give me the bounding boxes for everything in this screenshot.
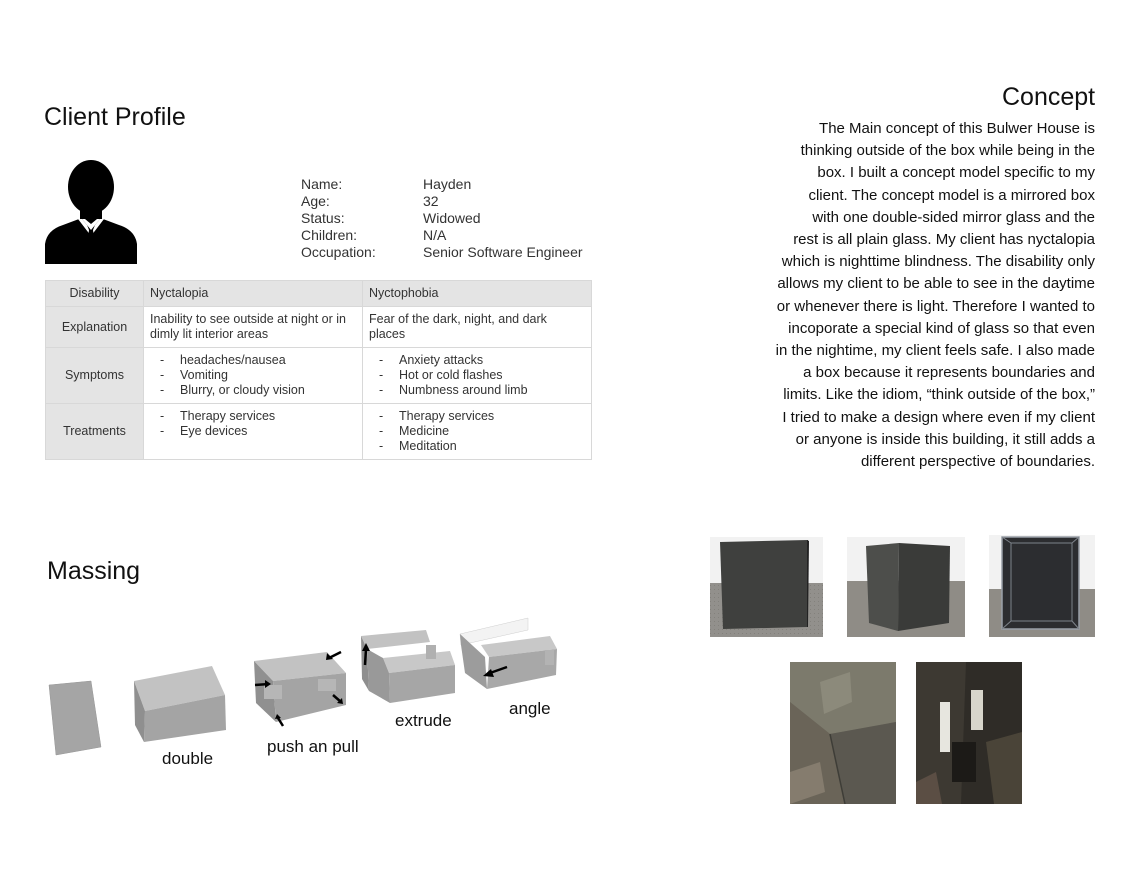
- symptom-list: [369, 353, 585, 398]
- massing-label-extrude: extrude: [395, 711, 452, 730]
- table-row-treatments: [46, 404, 592, 460]
- concept-line: The Main concept of this Bulwer House is: [819, 120, 1095, 137]
- field-value: Senior Software Engineer: [423, 244, 583, 260]
- concept-line: thinking outside of the box while being in the: [800, 142, 1095, 160]
- massing-label-double: double: [162, 749, 214, 768]
- table-cell: [363, 348, 592, 404]
- concept-line: with one double-sided mirror glass and the: [812, 208, 1095, 226]
- massing-box-single: [49, 681, 101, 755]
- massing-box-extrude: [361, 630, 455, 703]
- concept-model-photo-front: [710, 537, 823, 637]
- table-cell: Fear of the dark, night, and dark places: [363, 307, 592, 348]
- concept-line: different perspective of boundaries.: [860, 453, 1095, 471]
- profile-row-age: [301, 193, 583, 210]
- concept-line: which is nighttime blindness. The disability only: [781, 253, 1095, 271]
- field-value: N/A: [423, 227, 447, 243]
- field-label: Name:: [301, 176, 343, 192]
- table-cell: [144, 404, 363, 460]
- interior-mirror-photo-1: [790, 662, 896, 804]
- concept-line: I tried to make a design where even if my client: [782, 408, 1095, 426]
- row-header: Disability: [46, 281, 144, 307]
- profile-row-occupation: [301, 244, 583, 261]
- concept-line: incoporate a special kind of glass so that even: [788, 319, 1095, 337]
- massing-box-double: [134, 666, 226, 742]
- list-item: - Anxiety attacks: [379, 353, 585, 368]
- table-cell: Nyctalopia: [144, 281, 363, 307]
- list-item: - Therapy services: [160, 409, 356, 424]
- field-value: Widowed: [423, 210, 481, 226]
- concept-model-photo-glass: [989, 535, 1095, 637]
- field-label: Status:: [301, 210, 345, 226]
- concept-line: client. The concept model is a mirrored box: [808, 186, 1095, 204]
- row-header: Treatments: [46, 404, 144, 460]
- list-item: - Meditation: [379, 439, 585, 454]
- treatment-list: [150, 409, 356, 439]
- profile-row-name: [301, 176, 583, 193]
- list-item: - Hot or cold flashes: [379, 368, 585, 383]
- massing-box-push-pull: [254, 652, 346, 722]
- concept-line: a box because it represents boundaries and: [803, 364, 1095, 382]
- field-label: Children:: [301, 227, 358, 243]
- person-silhouette-icon: [45, 158, 137, 264]
- concept-line: in the nightime, my client feels safe. I also made: [775, 342, 1095, 360]
- massing-label-push-pull: push an pull: [267, 737, 359, 756]
- concept-line: limits. Like the idiom, “think outside of the box,”: [783, 386, 1095, 404]
- field-value: Hayden: [423, 176, 472, 192]
- concept-model-photo-corner: [847, 537, 965, 637]
- row-header: Explanation: [46, 307, 144, 348]
- massing-title: Massing: [47, 557, 141, 585]
- table-row-explanation: [46, 307, 592, 348]
- list-item: - Eye devices: [160, 424, 356, 439]
- field-label: Occupation:: [301, 244, 376, 260]
- list-item: - Numbness around limb: [379, 383, 585, 398]
- table-cell: Nyctophobia: [363, 281, 592, 307]
- concept-line: allows my client to be able to see in the daytime: [777, 275, 1095, 293]
- symptom-list: [150, 353, 356, 398]
- list-item: - Medicine: [379, 424, 585, 439]
- table-row-disability: [46, 281, 592, 307]
- concept-title: Concept: [1002, 83, 1096, 111]
- treatment-list: [369, 409, 585, 454]
- conditions-table: [45, 280, 592, 460]
- concept-line: rest is all plain glass. My client has nyctalopia: [793, 231, 1095, 249]
- profile-row-status: [301, 210, 583, 227]
- list-item: - Therapy services: [379, 409, 585, 424]
- row-header: Symptoms: [46, 348, 144, 404]
- list-item: - Vomiting: [160, 368, 356, 383]
- table-cell: [363, 404, 592, 460]
- concept-line: or whenever there is light. Therefore I wanted to: [776, 297, 1095, 315]
- concept-text: [770, 118, 1095, 473]
- list-item: - Blurry, or cloudy vision: [160, 383, 356, 398]
- massing-box-angle: [460, 618, 557, 689]
- table-row-symptoms: [46, 348, 592, 404]
- field-value: 32: [423, 193, 439, 209]
- table-cell: [144, 348, 363, 404]
- interior-mirror-photo-2: [916, 662, 1022, 804]
- client-profile-details: [301, 176, 583, 261]
- profile-row-children: [301, 227, 583, 244]
- client-profile-title: Client Profile: [44, 103, 186, 131]
- table-cell: Inability to see outside at night or in dimly lit interior areas: [144, 307, 363, 348]
- concept-line: box. I built a concept model specific to my: [817, 164, 1095, 182]
- field-label: Age:: [301, 193, 330, 209]
- concept-line: or anyone is inside this building, it still adds a: [795, 430, 1095, 448]
- list-item: - headaches/nausea: [160, 353, 356, 368]
- massing-label-angle: angle: [509, 699, 551, 718]
